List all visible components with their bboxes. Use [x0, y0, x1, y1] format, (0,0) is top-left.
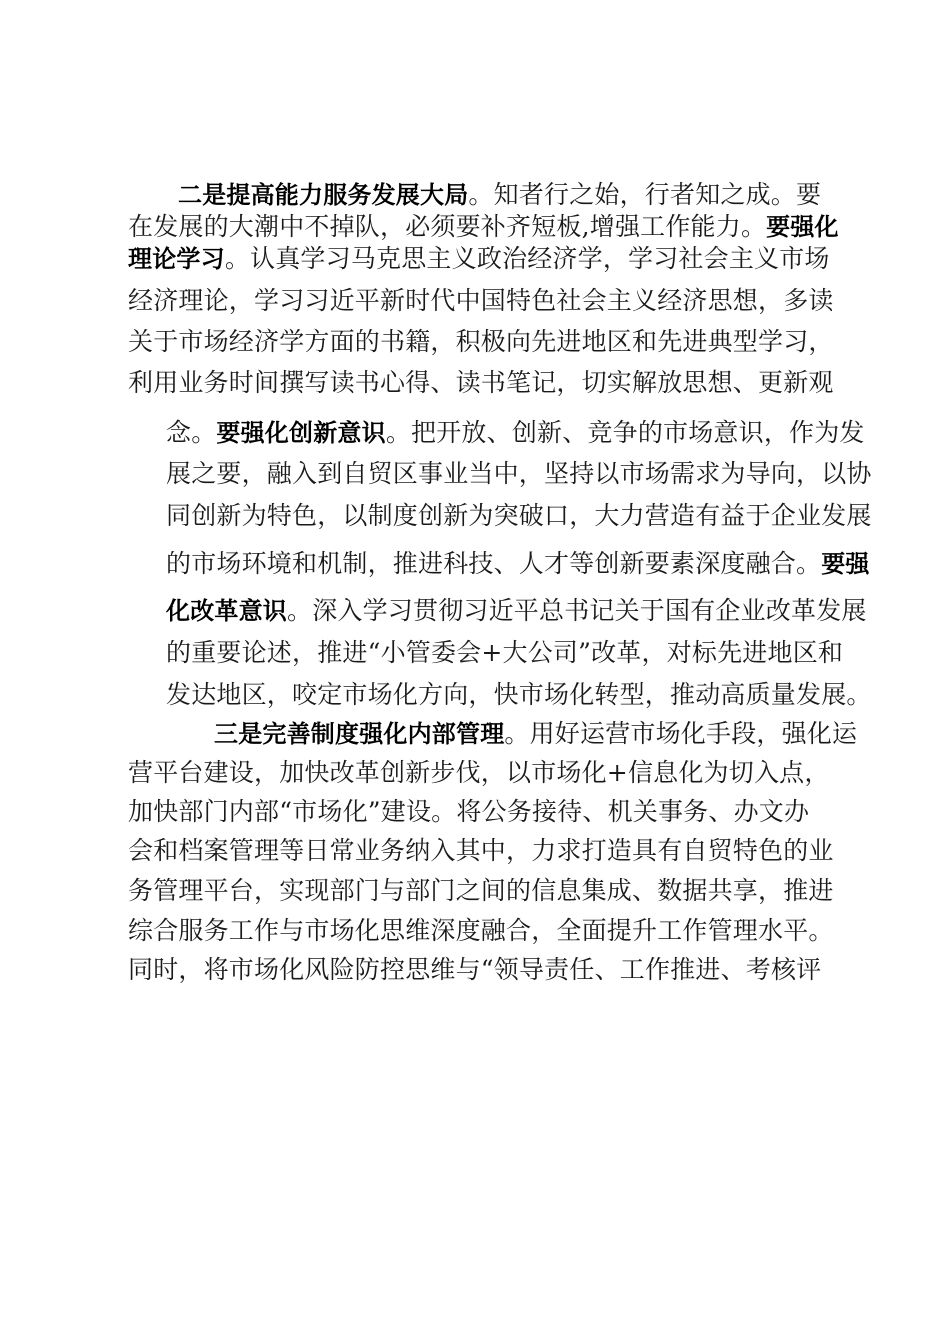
body-text: 综合服务工作与市场化思维深度融合，全面提升工作管理水平。 [128, 916, 834, 945]
text-line [128, 876, 834, 906]
text-line [128, 286, 834, 316]
text-line [128, 836, 834, 866]
text-line [166, 680, 872, 710]
body-text: 加快部门内部“市场化”建设。将公务接待、机关事务、办文办 [128, 797, 810, 826]
body-text: 念。 [166, 418, 217, 447]
body-text: 利用业务时间撰写读书心得、读书笔记，切实解放思想、更新观 [128, 368, 834, 397]
text-line [178, 180, 821, 210]
body-text: 会和档案管理等日常业务纳入其中，力求打造具有自贸特色的业 [128, 836, 834, 865]
body-text: 经济理论，学习习近平新时代中国特色社会主义经济思想，多读 [128, 286, 834, 315]
bold-heading-text: 要强化 [766, 213, 839, 241]
text-line [166, 638, 843, 668]
text-line [166, 596, 867, 626]
body-text: 的市场环境和机制，推进科技、人才等创新要素深度融合。 [166, 549, 822, 578]
text-line [128, 916, 834, 946]
body-text: 的重要论述，推进“小管委会+大公司”改革，对标先进地区和 [166, 638, 844, 667]
text-line [128, 797, 809, 827]
bold-heading-text: 理论学习 [128, 245, 225, 273]
bold-heading-text: 要强化创新意识 [216, 419, 386, 447]
bold-heading-text: 要强 [821, 550, 870, 578]
bold-heading-text: 三是完善制度强化内部管理 [214, 720, 505, 748]
text-line [166, 459, 872, 489]
body-text: 在发展的大潮中不掉队，必须要补齐短板,增强工作能力。 [128, 212, 767, 241]
body-text: 。深入学习贯彻习近平总书记关于国有企业改革发展 [287, 596, 867, 625]
body-text: 展之要，融入到自贸区事业当中，坚持以市场需求为导向，以协 [166, 459, 872, 488]
text-line [128, 758, 830, 788]
body-text: 。用好运营市场化手段，强化运 [504, 719, 858, 748]
text-line [166, 418, 865, 448]
text-line [128, 368, 834, 398]
body-text: 。知者行之始，行者知之成。要 [468, 180, 822, 209]
text-line [128, 955, 821, 985]
body-text: 。认真学习马克思主义政治经济学，学习社会主义市场 [224, 244, 830, 273]
bold-heading-text: 二是提高能力服务发展大局 [178, 181, 469, 209]
text-line [128, 212, 839, 242]
text-line [214, 719, 857, 749]
body-text: 关于市场经济学方面的书籍，积极向先进地区和先进典型学习， [128, 327, 834, 356]
body-text: 发达地区，咬定市场化方向，快市场化转型，推动高质量发展。 [166, 680, 872, 709]
bold-heading-text: 化改革意识 [166, 597, 287, 625]
text-line [166, 501, 872, 531]
body-text: 同时，将市场化风险防控思维与“领导责任、工作推进、考核评 [128, 955, 822, 984]
text-line [128, 244, 830, 274]
body-text: 营平台建设，加快改革创新步伐，以市场化+信息化为切入点， [128, 758, 830, 787]
body-text: 务管理平台，实现部门与部门之间的信息集成、数据共享，推进 [128, 876, 834, 905]
body-text: 同创新为特色，以制度创新为突破口，大力营造有益于企业发展 [166, 501, 872, 530]
body-text: 。把开放、创新、竞争的市场意识，作为发 [385, 418, 865, 447]
text-line [166, 549, 870, 579]
text-line [128, 327, 834, 357]
